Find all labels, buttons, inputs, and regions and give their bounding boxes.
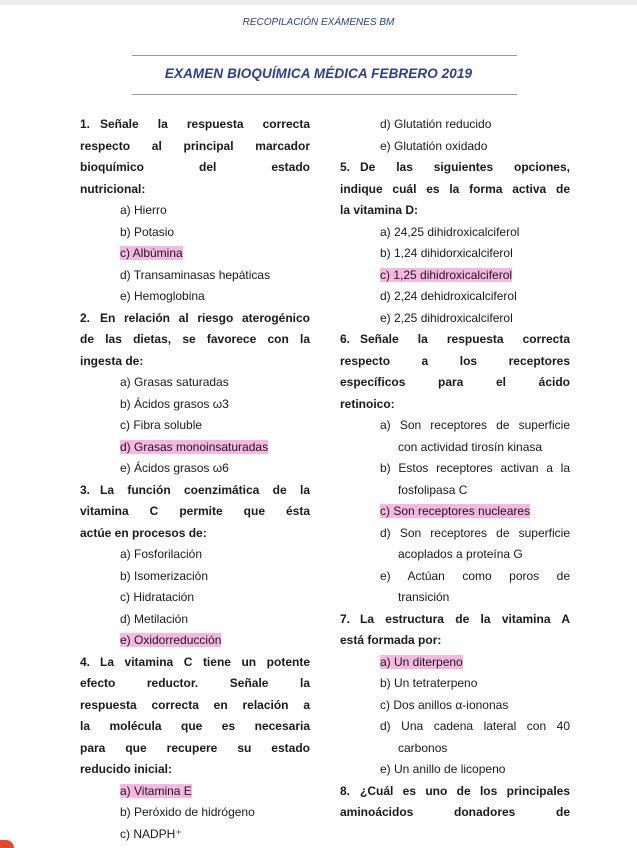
question-6-option-a-continued: con actividad tirosín kinasa — [398, 439, 543, 454]
question-3-stem-line: vitamina C permite que ésta — [80, 504, 310, 518]
question-7-stem-line: está formada por: — [340, 633, 442, 647]
question-6-stem-line: 6. Señale la respuesta correcta — [340, 332, 570, 346]
title-rule-bottom — [132, 94, 517, 95]
question-1-option-a: a) Hierro — [120, 203, 167, 217]
question-6-option-d: d) Son receptores de superficie — [380, 525, 570, 540]
question-2-stem-line: 2. En relación al riesgo aterogénico — [80, 310, 310, 325]
question-6-option-d-continued: acoplados a proteína G — [398, 547, 523, 561]
question-6-option-b-continued: fosfolipasa C — [398, 482, 468, 497]
question-5-option-a: a) 24,25 dihidroxicalciferol — [380, 224, 520, 239]
question-7-option-e: e) Un anillo de licopeno — [380, 762, 506, 776]
question-7-option-d-continued: carbonos — [398, 740, 448, 755]
question-4-stem-line: 4. La vitamina C tiene un potente — [80, 654, 310, 669]
answer-highlight: a) Un diterpeno — [380, 654, 463, 669]
right-column — [340, 114, 570, 824]
question-4-option-d: d) Glutatión reducido — [380, 117, 492, 131]
question-4-option-c: c) NADPH⁺ — [120, 826, 182, 841]
running-header: RECOPILACIÓN EXÁMENES BM — [242, 17, 395, 28]
question-1-stem-line: bioquímico del estado — [80, 160, 310, 174]
question-5-option-b: b) 1,24 dihidorxicalciferol — [380, 246, 513, 260]
answer-highlight: d) Grasas monoinsaturadas — [120, 439, 269, 454]
question-4-stem-line: la molécula que es necesaria — [80, 719, 310, 733]
question-4-stem-line: para que recupere su estado — [80, 740, 310, 755]
question-1-option-b: b) Potasio — [120, 224, 175, 239]
question-4-option-e: e) Glutatión oxidado — [380, 138, 488, 153]
question-2-option-e: e) Ácidos grasos ω6 — [120, 461, 229, 475]
answer-highlight: c) Albúmina — [120, 246, 183, 260]
question-8-stem-line: aminoácidos donadores de — [340, 805, 570, 819]
question-7-option-c: c) Dos anillos α-iononas — [380, 697, 509, 712]
question-2-option-a: a) Grasas saturadas — [120, 375, 229, 389]
question-5-option-c — [340, 265, 570, 287]
question-4-stem-line: reducido inicial: — [80, 762, 173, 776]
question-7-option-a — [340, 652, 570, 674]
question-1-option-c — [80, 243, 310, 265]
question-3-option-e — [80, 630, 310, 652]
question-4-stem-line: respuesta correcta en relación a — [80, 697, 310, 712]
question-3-stem-line: actúe en procesos de: — [80, 525, 207, 540]
question-4-option-a — [80, 781, 310, 803]
answer-highlight: c) Son receptores nucleares — [380, 504, 531, 518]
question-6-option-b: b) Estos receptores activan a la — [380, 461, 570, 475]
question-6-option-c — [340, 501, 570, 523]
question-1-stem-line: nutricional: — [80, 181, 146, 196]
question-6-option-e: e) Actúan como poros de — [380, 568, 570, 583]
question-4-stem-line: efecto reductor. Señale la — [80, 676, 310, 690]
question-7-option-d: d) Una cadena lateral con 40 — [380, 719, 570, 733]
question-3-option-d: d) Metilación — [120, 611, 189, 626]
question-2-option-c: c) Fibra soluble — [120, 418, 203, 432]
question-8-stem-line: 8. ¿Cuál es uno de los principales — [340, 783, 570, 798]
question-4-option-b: b) Peróxido de hidrógeno — [120, 805, 255, 819]
question-6-option-a: a) Son receptores de superficie — [380, 418, 570, 432]
question-7-stem-line: 7. La estructura de la vitamina A — [340, 611, 570, 626]
answer-highlight: a) Vitamina E — [120, 783, 192, 798]
corner-tab — [0, 840, 14, 848]
page-title: EXAMEN BIOQUÍMICA MÉDICA FEBRERO 2019 — [164, 66, 473, 81]
question-5-option-d: d) 2,24 dehidroxicalciferol — [380, 289, 517, 303]
question-7-option-b: b) Un tetraterpeno — [380, 676, 478, 690]
question-1-stem-line: 1. Señale la respuesta correcta — [80, 117, 310, 131]
question-3-stem-line: 3. La función coenzimática de la — [80, 482, 310, 497]
question-2-stem-line: ingesta de: — [80, 353, 144, 368]
question-2-option-b: b) Ácidos grasos ω3 — [120, 396, 229, 411]
question-5-option-e: e) 2,25 dihidroxicalciferol — [380, 310, 513, 325]
top-bar — [0, 0, 637, 5]
question-2-stem-line: de las dietas, se favorece con la — [80, 332, 310, 346]
question-5-stem-line: indique cuál es la forma activa de — [340, 181, 570, 196]
left-column — [80, 114, 310, 845]
title-rule-top — [132, 55, 517, 56]
question-5-stem-line: la vitamina D: — [340, 203, 419, 217]
question-6-option-e-continued: transición — [398, 590, 450, 604]
question-1-option-e: e) Hemoglobina — [120, 289, 205, 303]
answer-highlight: c) 1,25 dihidroxicalciferol — [380, 267, 513, 282]
question-3-option-c: c) Hidratación — [120, 590, 195, 604]
answer-highlight: e) Oxidorreducción — [120, 633, 222, 647]
question-2-option-d — [80, 437, 310, 459]
question-6-stem-line: retinoico: — [340, 396, 395, 411]
question-3-option-b: b) Isomerización — [120, 568, 209, 583]
question-6-stem-line: específicos para el ácido — [340, 375, 570, 389]
question-5-stem-line: 5. De las siguientes opciones, — [340, 160, 570, 174]
question-1-stem-line: respecto al principal marcador — [80, 138, 310, 153]
question-1-option-d: d) Transaminasas hepáticas — [120, 267, 271, 282]
question-6-stem-line: respecto a los receptores — [340, 353, 570, 368]
question-3-option-a: a) Fosforilación — [120, 547, 203, 561]
